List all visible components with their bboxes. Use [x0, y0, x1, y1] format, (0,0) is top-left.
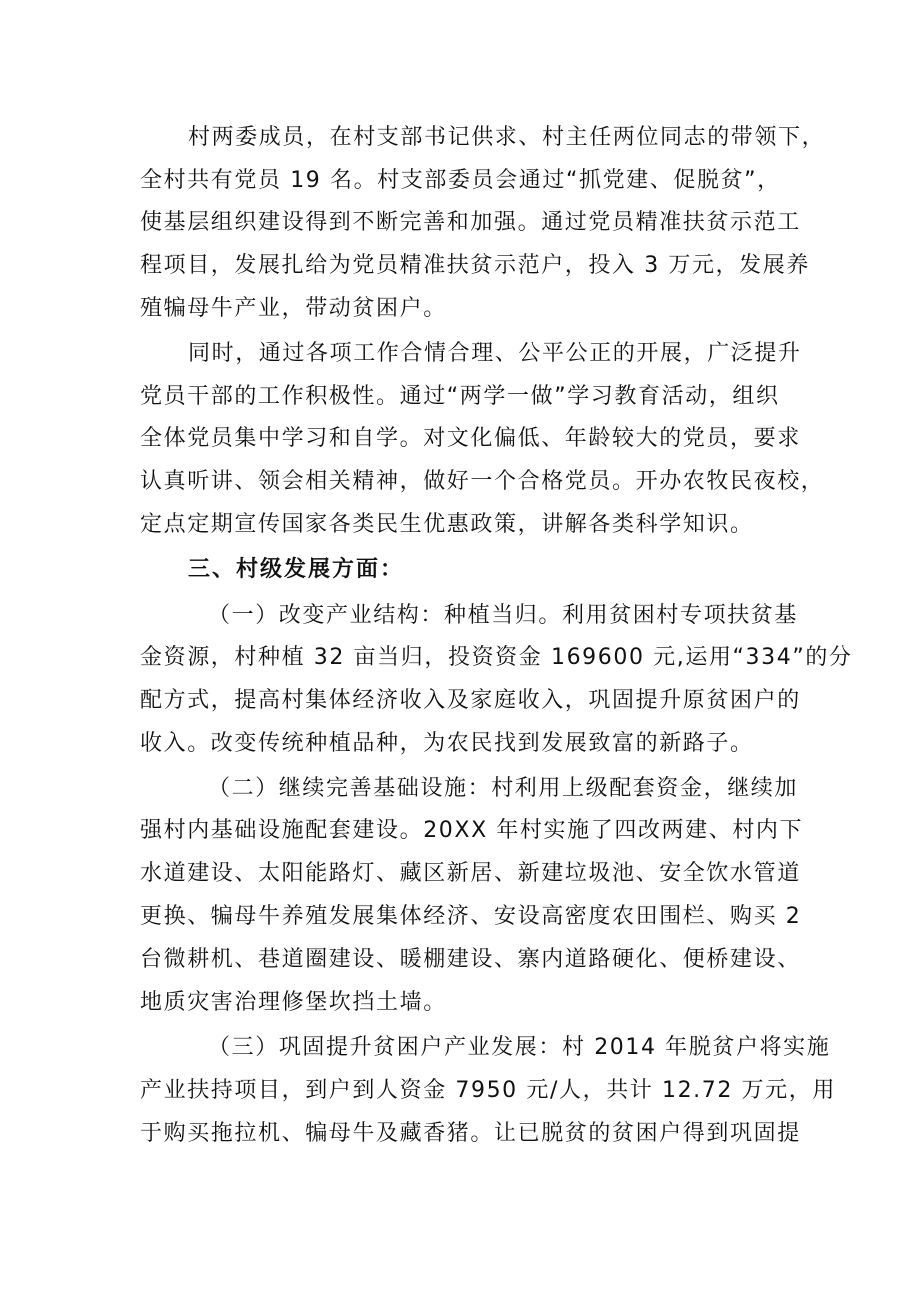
text-line: （一）改变产业结构：种植当归。利用贫困村专项扶贫基 [208, 603, 799, 628]
text-line: 配方式，提高村集体经济收入及家庭收入，巩固提升原贫困户的 [140, 688, 801, 713]
text-line: 收入。改变传统种植品种，为农民找到发展致富的新路子。 [140, 731, 754, 756]
text-line: 程项目，发展扎给为党员精准扶贫示范户，投入 3 万元，发展养 [140, 253, 810, 278]
text-line: 使基层组织建设得到不断完善和加强。通过党员精准扶贫示范工 [140, 210, 801, 235]
text-line: 产业扶持项目，到户到人资金 7950 元/人，共计 12.72 万元，用 [140, 1078, 836, 1103]
text-line: （三）巩固提升贫困户产业发展：村 2014 年脱贫户将实施 [208, 1035, 831, 1060]
text-line: 地质灾害治理修堡坎挡土墙。 [140, 990, 447, 1015]
text-line: 水道建设、太阳能路灯、藏区新居、新建垃圾池、安全饮水管道 [140, 861, 801, 886]
text-line: （二）继续完善基础设施：村利用上级配套资金，继续加 [208, 776, 799, 801]
text-line: 更换、犏母牛养殖发展集体经济、安设高密度农田围栏、购买 2 [140, 904, 802, 929]
text-line: 台微耕机、巷道圈建设、暖棚建设、寨内道路硬化、便桥建设、 [140, 947, 801, 972]
text-line: 强村内基础设施配套建设。20XX 年村实施了四改两建、村内下 [140, 818, 804, 843]
text-line: 同时，通过各项工作合情合理、公平公正的开展，广泛提升 [188, 341, 802, 366]
text-line: 村两委成员，在村支部书记供求、村主任两位同志的带领下， [188, 125, 826, 150]
text-line: 党员干部的工作积极性。通过“两学一做”学习教育活动，组织 [140, 384, 780, 409]
text-line: 殖犏母牛产业，带动贫困户。 [140, 296, 447, 321]
text-line: 于购买拖拉机、犏母牛及藏香猪。让已脱贫的贫困户得到巩固提 [140, 1121, 801, 1146]
text-line: 定点定期宣传国家各类民生优惠政策，讲解各类科学知识。 [140, 512, 754, 537]
text-line: 全村共有党员 19 名。村支部委员会通过“抓党建、促脱贫”， [140, 168, 781, 193]
text-line: 金资源，村种植 32 亩当归，投资资金 169600 元,运用“334”的分 [140, 645, 853, 670]
section-heading: 三、村级发展方面： [188, 557, 405, 582]
text-line: 认真听讲、领会相关精神，做好一个合格党员。开办农牧民夜校， [140, 469, 825, 494]
text-line: 全体党员集中学习和自学。对文化偏低、年龄较大的党员，要求 [140, 426, 801, 451]
